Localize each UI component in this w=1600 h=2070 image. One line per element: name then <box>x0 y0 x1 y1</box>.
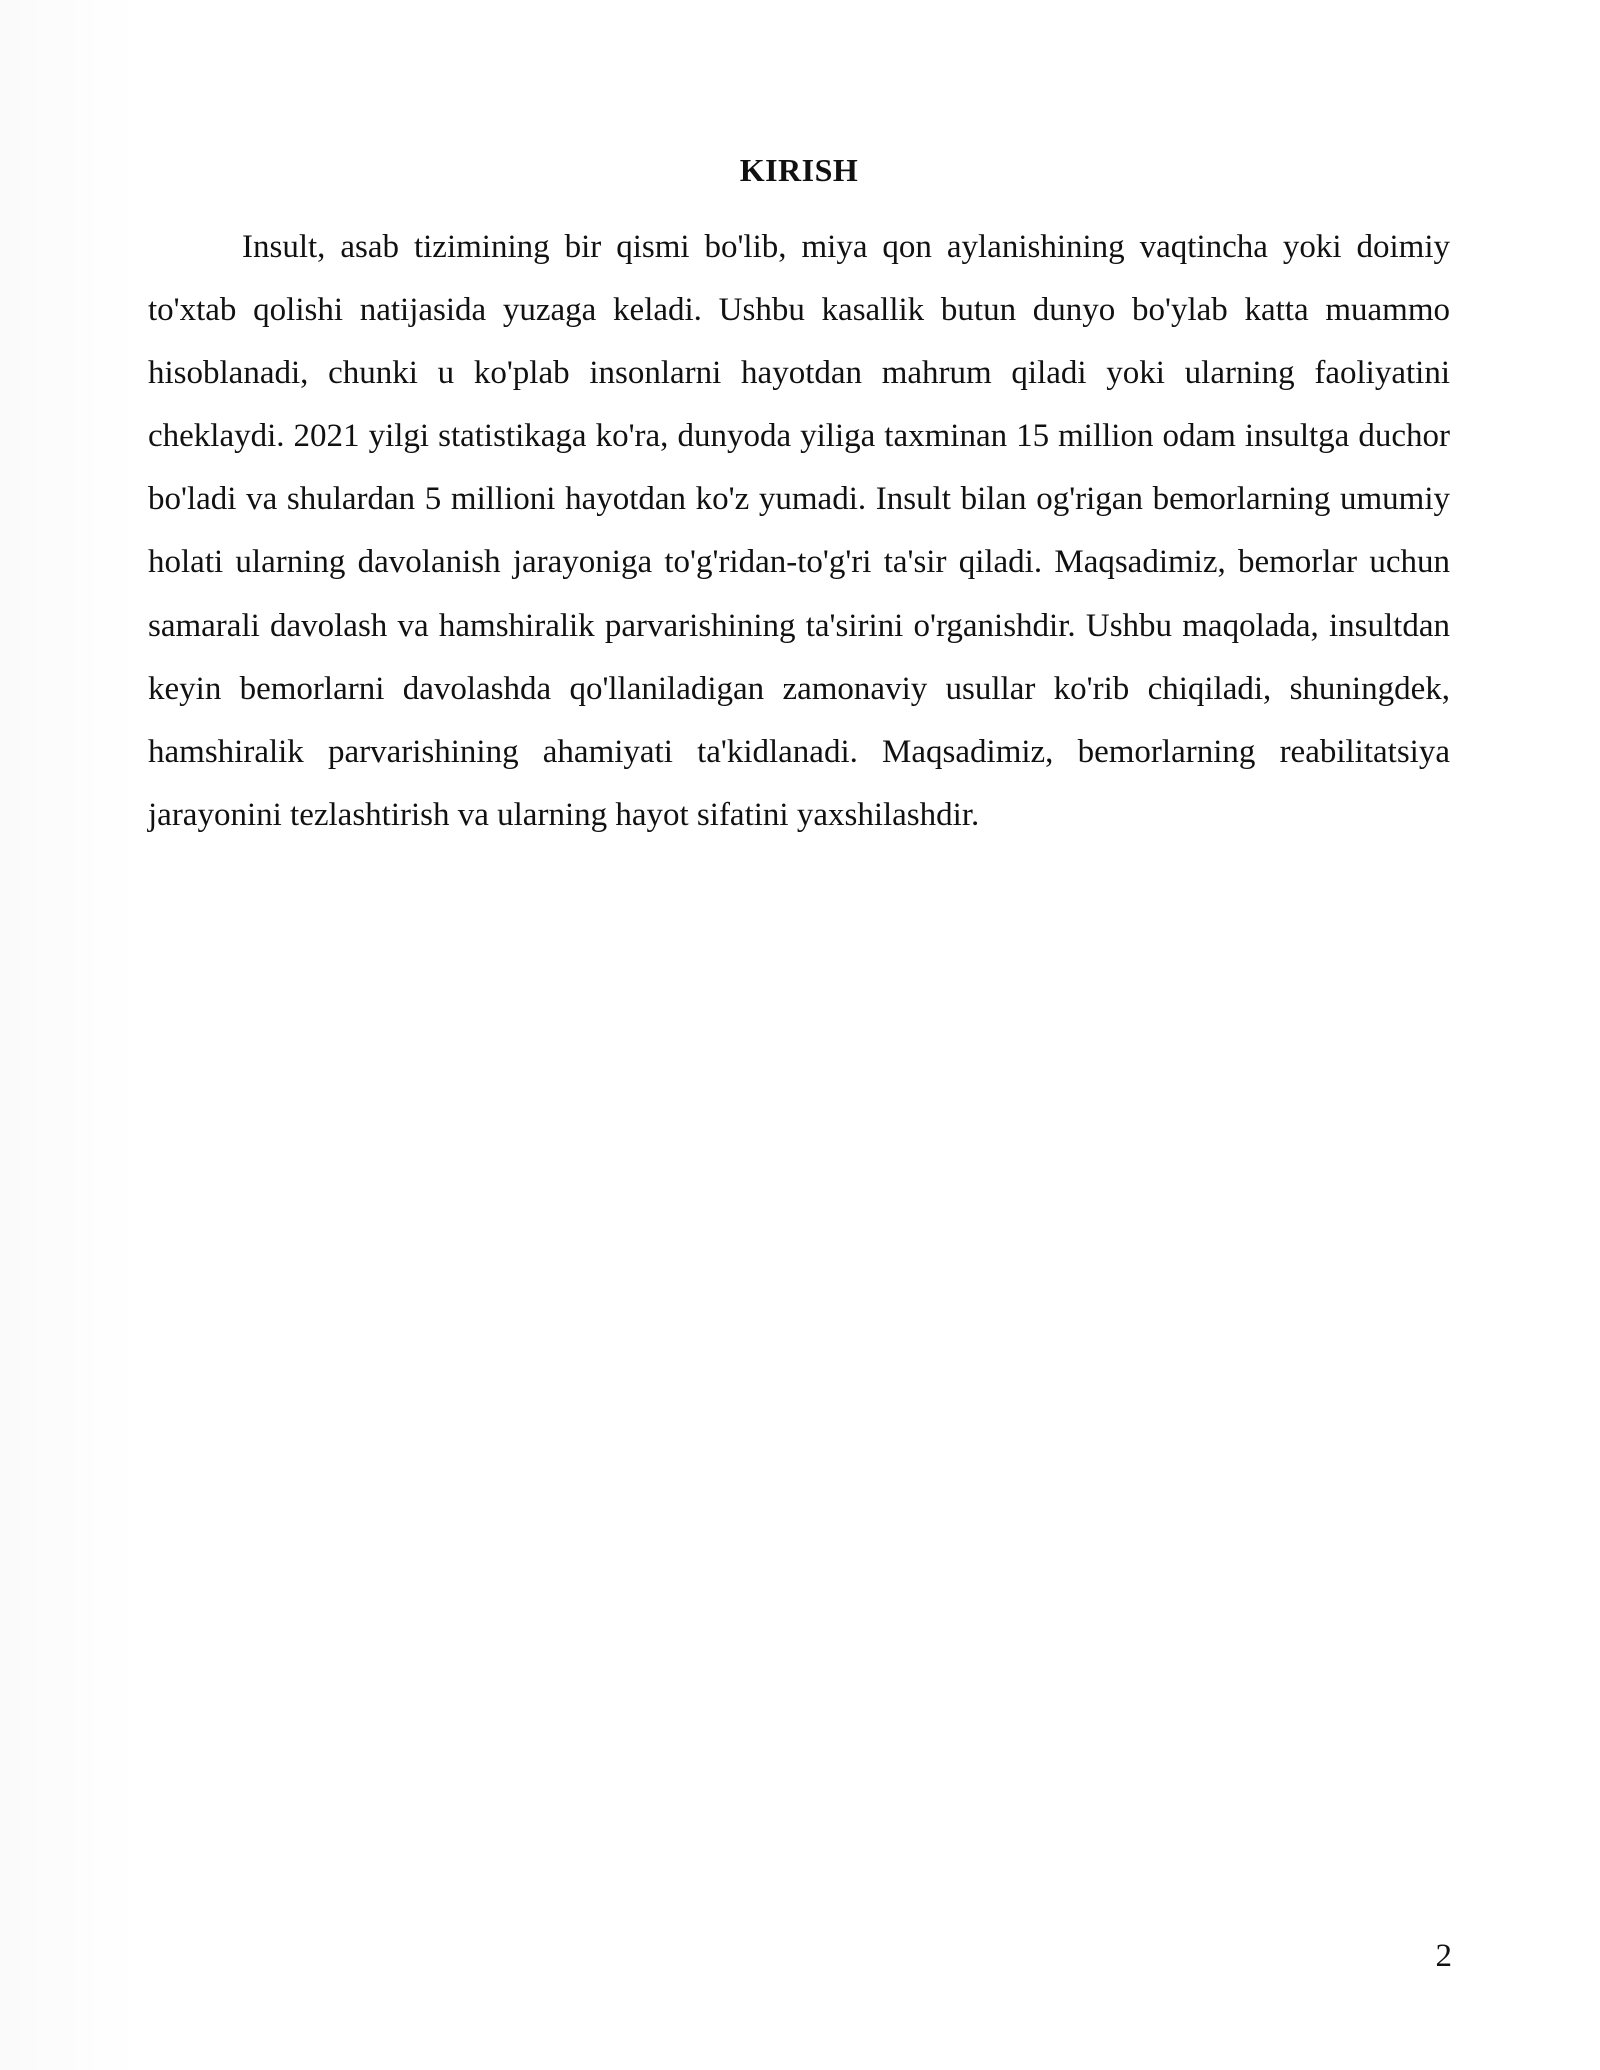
section-heading: KIRISH <box>739 152 859 188</box>
body-paragraph: Insult, asab tizimining bir qismi bo'lib, miya qon aylanishining vaqtincha yoki doimiy to'xtab qolishi natijasida yuzaga keladi. Ushbu kasallik butun dunyo bo'ylab katta muammo hisoblanadi, chunki u ko'plab insonlarni hayotdan mahrum qiladi yoki ularning faoliyatini cheklaydi. 2021 yilgi statistikaga ko'ra, dunyoda yiliga taxminan 15 million odam insultga duchor bo'ladi va shulardan 5 millioni hayotdan ko'z yumadi. Insult bilan og'rigan bemorlarning umumiy holati ularning davolanish jarayoniga to'g'ridan-to'g'ri ta'sir qiladi. Maqsadimiz, bemorlar uchun samarali davolash va hamshiralik parvarishining ta'sirini o'rganishdir. Ushbu maqolada, insultdan keyin bemorlarni davolashda qo'llaniladigan zamonaviy usullar ko'rib chiqiladi, shuningdek, hamshiralik parvarishining ahamiyati ta'kidlanadi. Maqsadimiz, bemorlarning reabilitatsiya jarayonini tezlashtirish va ularning hayot sifatini yaxshilashdir. <box>148 229 1450 833</box>
page-margin-shade <box>0 0 140 2070</box>
page-number: 2 <box>1435 1938 1452 1974</box>
